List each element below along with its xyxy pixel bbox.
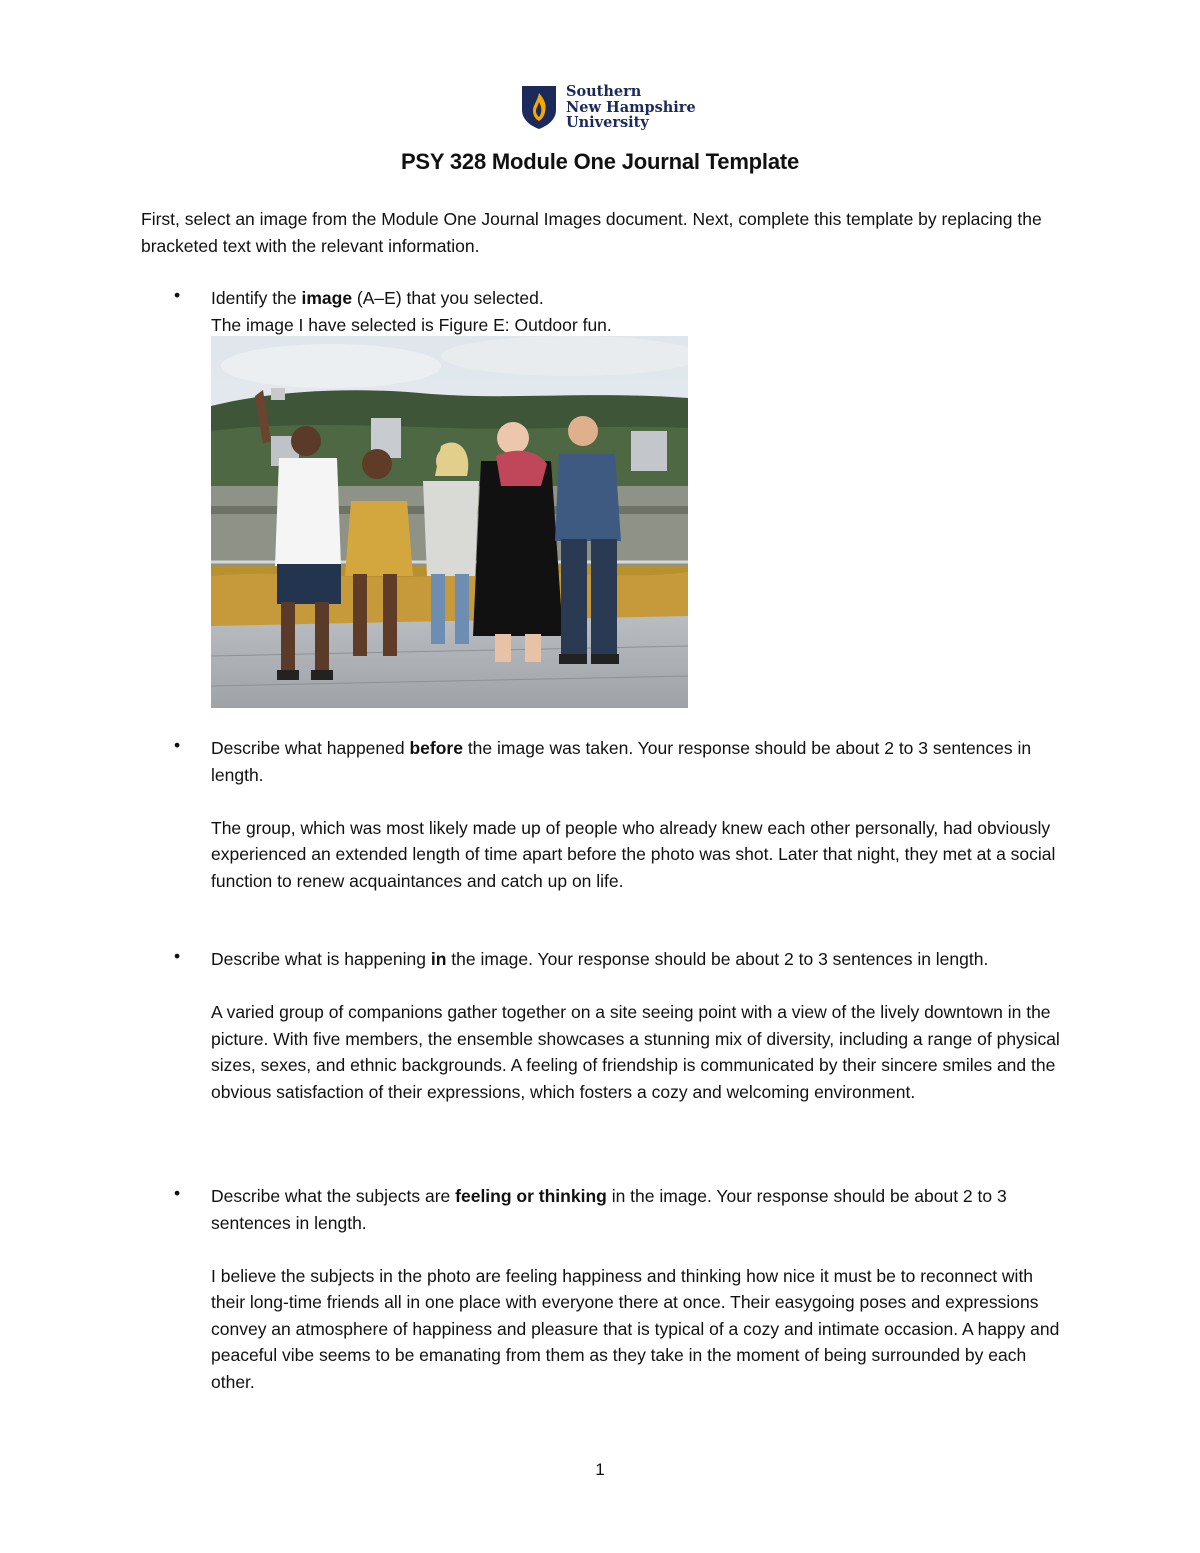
bullet-marker: • [174, 1183, 181, 1203]
page-number: 1 [595, 1460, 605, 1479]
prompt-emphasis: image [301, 288, 353, 308]
prompt-text: in the image. Your response should be about 2 to 3 sentences in length. [211, 1186, 1007, 1233]
prompt-text: Describe what the subjects are [211, 1186, 456, 1206]
section-prompt [211, 285, 1061, 312]
section-answer: A varied group of companions gather together on a site seeing point with a view of the lively downtown in the picture. With five members, the ensemble showcases a stunning mix of diversity, including a range of physical sizes, sexes, and ethnic backgrounds. A feeling of friendship is communicated by their sincere smiles and the obvious satisfaction of their expressions, which fosters a cozy and welcoming environment. [211, 1002, 1060, 1102]
logo-line-1: Southern [566, 83, 642, 100]
bullet-marker: • [174, 735, 181, 755]
university-logo [520, 84, 696, 131]
document-title: PSY 328 Module One Journal Template [400, 149, 800, 174]
section-answer: I believe the subjects in the photo are feeling happiness and thinking how nice it must be to reconnect with their long-time friends all in one place with everyone there at once. Their easygoing poses and expressions convey an atmosphere of happiness and pleasure that is typical of a cozy and intimate occasion. A happy and peaceful vibe seems to be emanating from them as they take in the moment of being surrounded by each other. [211, 1265, 1060, 1392]
bullet-marker: • [174, 946, 181, 966]
prompt-text: Describe what happened [211, 738, 410, 758]
prompt-text: (A–E) that you selected. [352, 288, 544, 308]
prompt-emphasis: in [430, 949, 447, 969]
selected-photo [211, 336, 688, 708]
intro-paragraph [141, 206, 1061, 259]
prompt-emphasis: feeling or thinking [455, 1186, 607, 1206]
prompt-text: Describe what is happening [211, 949, 431, 969]
prompt-emphasis: before [409, 738, 463, 758]
section-before-image [211, 735, 1061, 894]
prompt-text: Identify the [211, 288, 302, 308]
shield-flame-icon [520, 84, 558, 130]
bullet-marker: • [174, 285, 181, 305]
section-prompt [211, 946, 1061, 973]
logo-wordmark [566, 84, 696, 131]
section-prompt [211, 1183, 1061, 1236]
section-answer: The image I have selected is Figure E: Outdoor fun. [211, 314, 612, 335]
prompt-text: the image was taken. Your response should be about 2 to 3 sentences in length. [211, 738, 1032, 785]
logo-line-3: University [566, 114, 649, 131]
intro-text: First, select an image from the Module One Journal Images document. Next, complete this template by replacing the bracketed text with the relevant information. [141, 209, 1042, 256]
section-image-selection [211, 285, 1061, 338]
logo-line-2: New Hampshire [566, 98, 696, 116]
prompt-text: the image. Your response should be about 2 to 3 sentences in length. [446, 949, 989, 969]
section-feeling-thinking [211, 1183, 1061, 1395]
section-answer: The group, which was most likely made up of people who already knew each other personally, had obviously experienced an extended length of time apart before the photo was shot. Later that night, they met at a social function to renew acquaintances and catch up on life. [211, 817, 1056, 891]
section-in-image [211, 946, 1061, 1105]
section-prompt [211, 735, 1061, 788]
